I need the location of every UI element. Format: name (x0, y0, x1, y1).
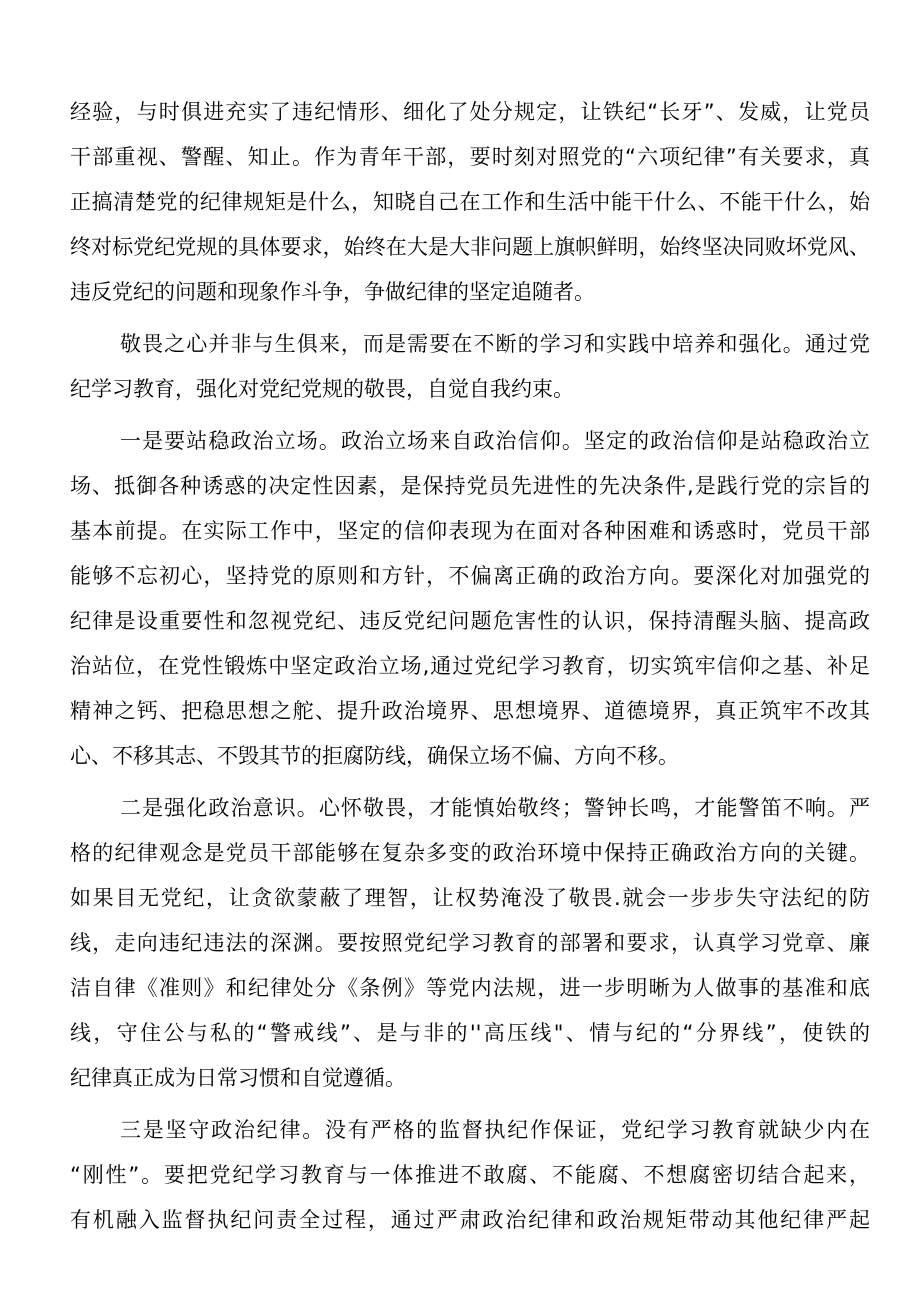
paragraph-political-awareness (70, 786, 870, 1101)
text-line: 心、不移其志、不毁其节的拒腐防线，确保立场不偏、方向不移。 (70, 744, 679, 768)
text-line: 洁自律《准则》和纪律处分《条例》等党内法规，进一步明晰为人做事的基准和底 (70, 976, 870, 1000)
document-body (70, 90, 870, 1243)
paragraph-political-discipline (70, 1108, 870, 1243)
text-line: 正搞清楚党的纪律规矩是什么，知晓自己在工作和生活中能干什么、不能干什么，始 (70, 190, 870, 214)
text-line: 场、抵御各种诱惑的决定性因素，是保持党员先进性的先决条件,是践行党的宗旨的 (70, 474, 870, 498)
paragraph-awe (70, 322, 870, 412)
text-line: 纪律真正成为日常习惯和自觉遵循。 (70, 1066, 406, 1090)
text-line: 如果目无党纪，让贪欲蒙蔽了理智，让权势淹没了敬畏.就会一步步失守法纪的防 (70, 886, 870, 910)
text-line: 有机融入监督执纪问责全过程，通过严肃政治纪律和政治规矩带动其他纪律严起 (70, 1208, 870, 1232)
paragraph-political-stance (70, 419, 870, 779)
text-line: 终对标党纪党规的具体要求，始终在大是大非问题上旗帜鲜明，始终坚决同败坏党风、 (70, 235, 870, 259)
text-line: 三是坚守政治纪律。没有严格的监督执纪作保证，党纪学习教育就缺少内在 (120, 1118, 870, 1142)
text-line: 纪学习教育，强化对党纪党规的敬畏，自觉自我约束。 (70, 377, 574, 401)
text-line: 能够不忘初心，坚持党的原则和方针，不偏离正确的政治方向。要深化对加强党的 (70, 564, 870, 588)
paragraph-continuation (70, 90, 870, 315)
text-line: 纪律是设重要性和忽视党纪、违反党纪问题危害性的认识，保持清醒头脑、提高政 (70, 609, 870, 633)
text-line: 线，守住公与私的“警戒线”、是与非的''高压线"、情与纪的“分界线”，使铁的 (70, 1021, 870, 1045)
text-line: 一是要站稳政治立场。政治立场来自政治信仰。坚定的政治信仰是站稳政治立 (120, 429, 870, 453)
text-line: “刚性”。要把党纪学习教育与一体推进不敢腐、不能腐、不想腐密切结合起来， (70, 1163, 870, 1187)
text-line: 违反党纪的问题和现象作斗争，争做纪律的坚定追随者。 (70, 280, 595, 304)
text-line: 精神之钙、把稳思想之舵、提升政治境界、思想境界、道德境界，真正筑牢不改其 (70, 699, 870, 723)
text-line: 线，走向违纪违法的深渊。要按照党纪学习教育的部署和要求，认真学习党章、廉 (70, 931, 870, 955)
text-line: 格的纪律观念是党员干部能够在复杂多变的政治环境中保持正确政治方向的关键。 (70, 841, 870, 865)
text-line: 敬畏之心并非与生俱来，而是需要在不断的学习和实践中培养和强化。通过党 (120, 332, 870, 356)
text-line: 经验，与时俱进充实了违纪情形、细化了处分规定，让铁纪“长牙”、发威，让党员 (70, 100, 870, 124)
text-line: 基本前提。在实际工作中，坚定的信仰表现为在面对各种困难和诱惑时，党员干部 (70, 519, 870, 543)
text-line: 治站位，在党性锻炼中坚定政治立场,通过党纪学习教育，切实筑牢信仰之基、补足 (70, 654, 870, 678)
text-line: 干部重视、警醒、知止。作为青年干部，要时刻对照党的“六项纪律”有关要求，真 (70, 145, 870, 169)
text-line: 二是强化政治意识。心怀敬畏，才能慎始敬终；警钟长鸣，才能警笛不响。严 (120, 796, 870, 820)
